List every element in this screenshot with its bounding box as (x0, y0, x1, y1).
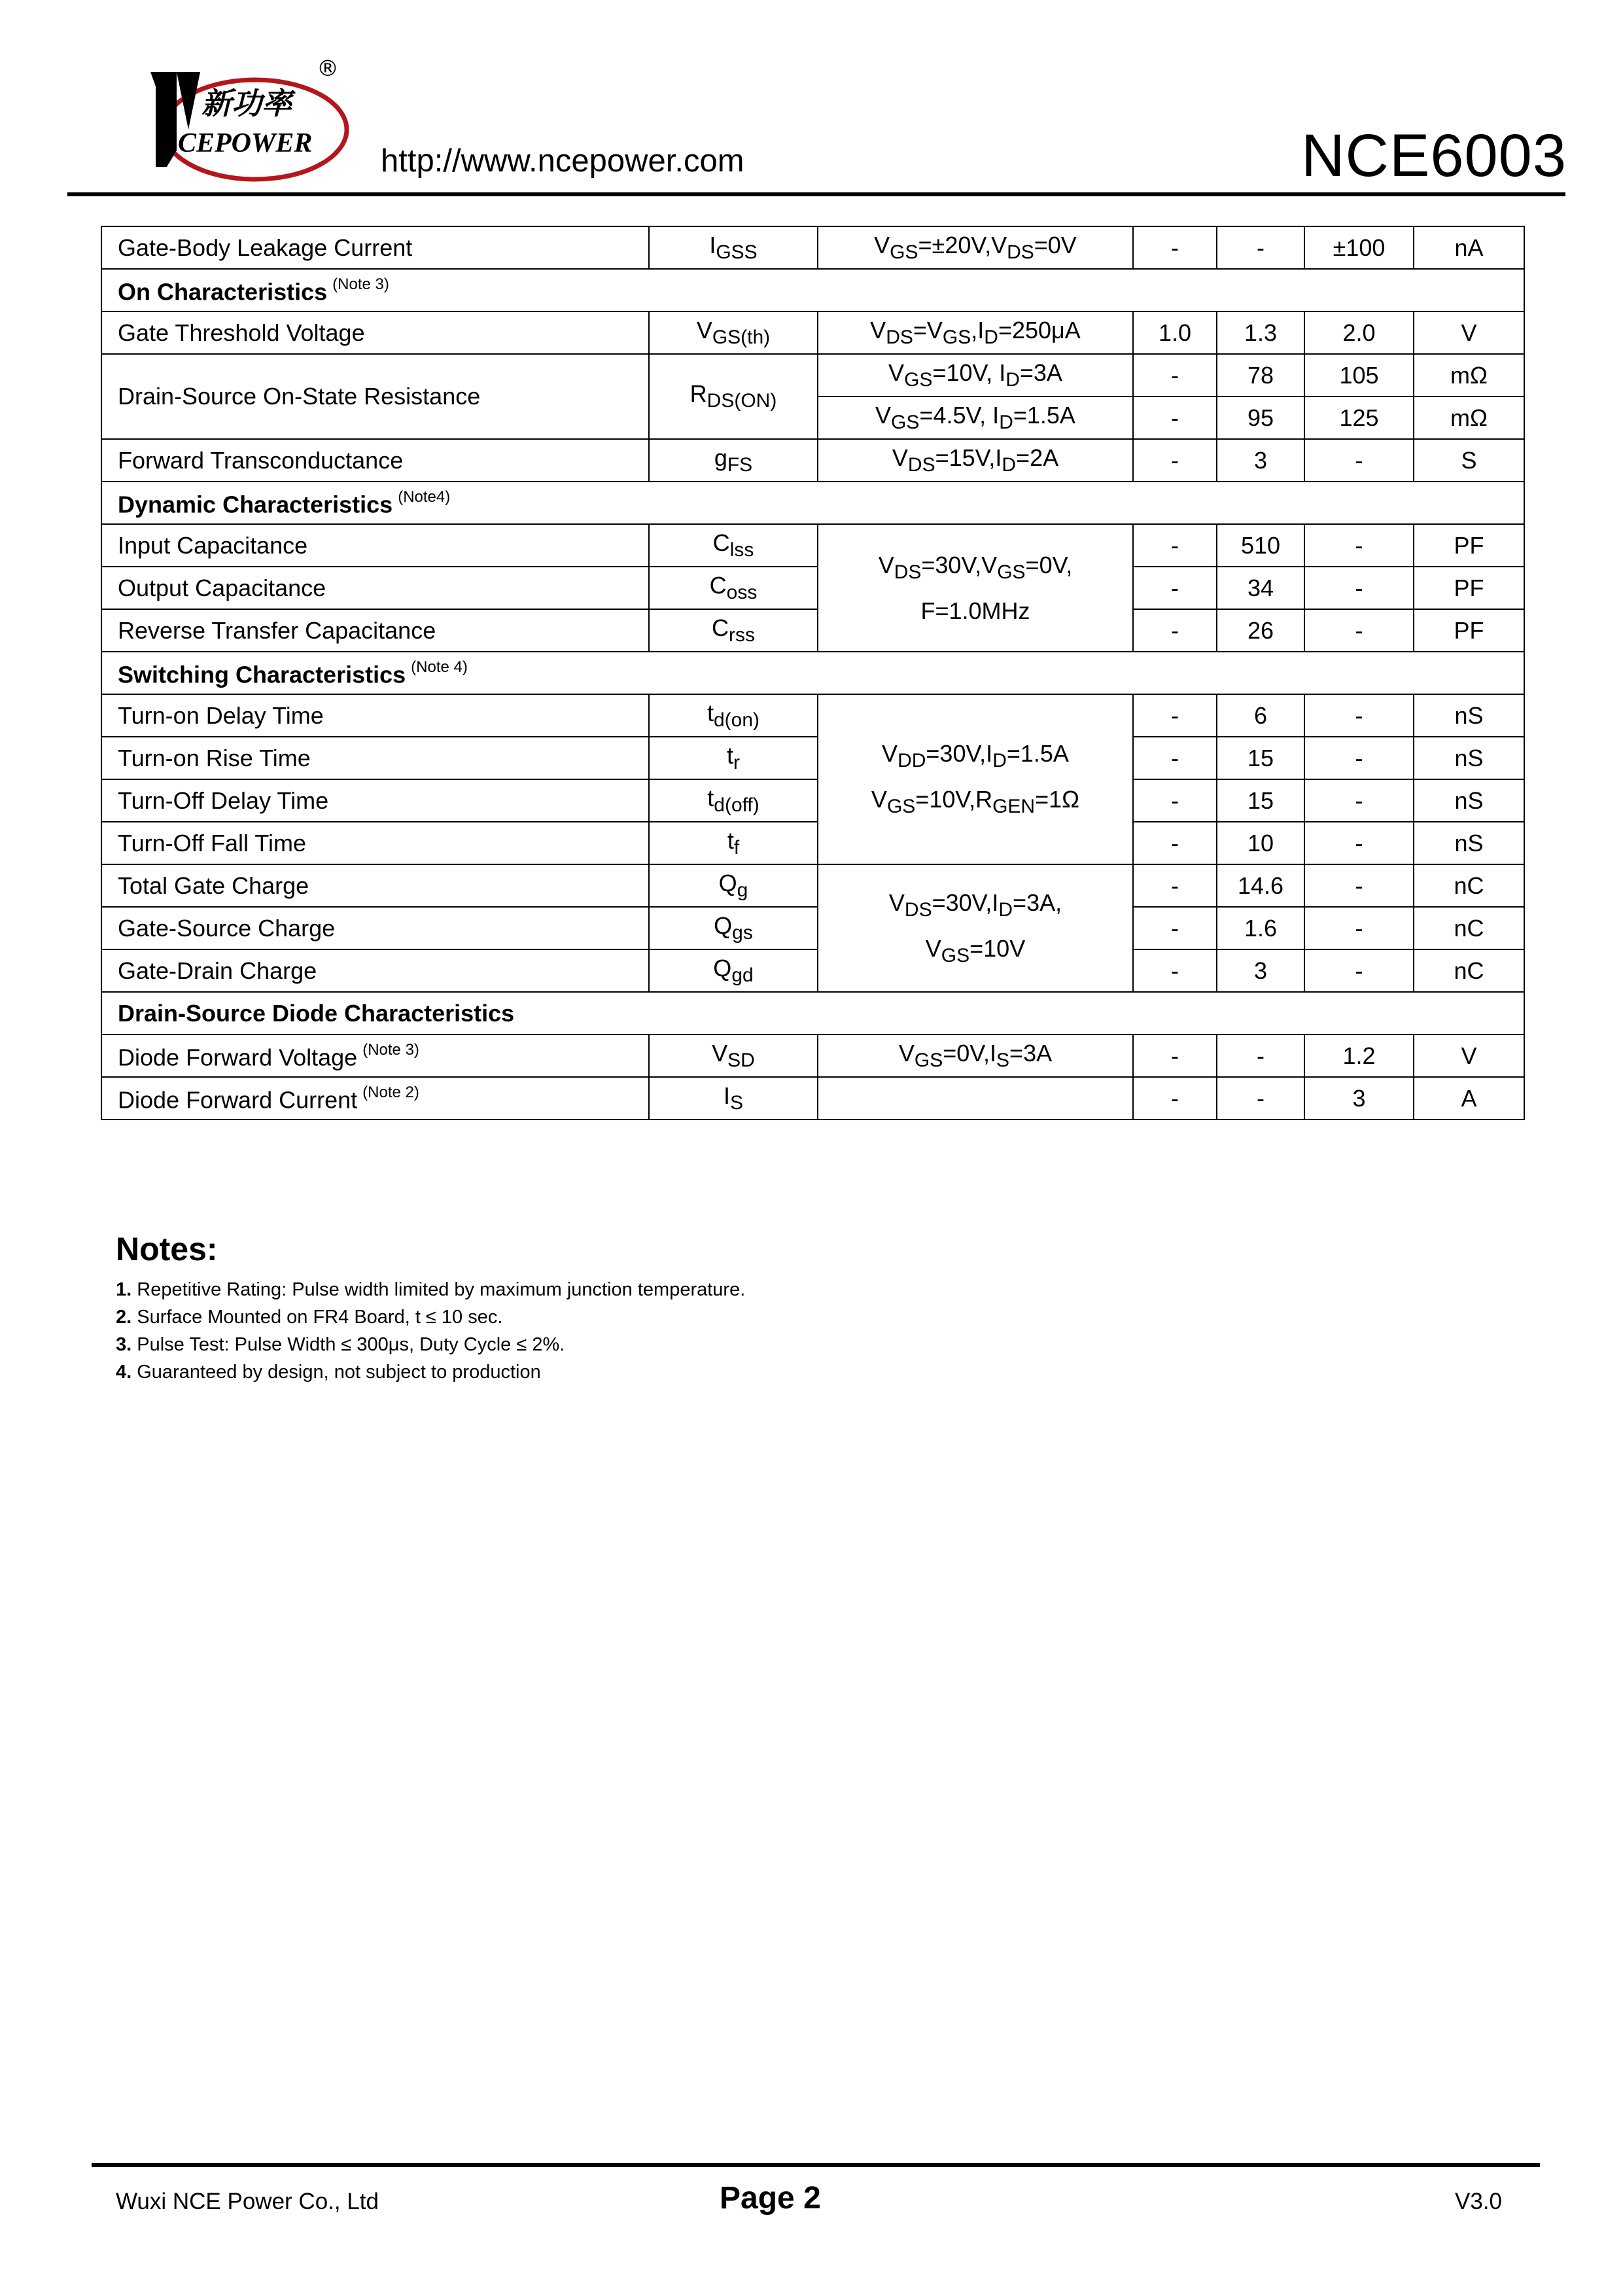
symbol-cell: $R_{DS(ON)}$ (649, 354, 818, 439)
typ-cell: 3 (1217, 439, 1304, 482)
min-cell: - (1133, 864, 1217, 907)
min-cell: - (1133, 694, 1217, 737)
section-header-switching: Switching Characteristics $^{(Note 4)}$ (101, 652, 1524, 694)
table-row (101, 524, 1524, 567)
table-row (101, 864, 1524, 907)
param-cell: Total Gate Charge (101, 864, 649, 907)
typ-cell: 3 (1217, 949, 1304, 992)
min-cell: - (1133, 226, 1217, 269)
typ-cell: 6 (1217, 694, 1304, 737)
symbol-cell: $I_S$ (649, 1077, 818, 1120)
min-cell: - (1133, 1034, 1217, 1077)
footer-rule (92, 2163, 1540, 2167)
symbol-cell: $t_f$ (649, 822, 818, 864)
table-row (101, 1077, 1524, 1120)
condition-cell: $V_{DS}=30V,I_D=3A$, $V_{GS}=10V$ (818, 864, 1133, 992)
min-cell: - (1133, 524, 1217, 567)
symbol-cell: $V_{SD}$ (649, 1034, 818, 1077)
condition-cell: $V_{DS}=15V,I_D=2A$ (818, 439, 1133, 482)
min-cell: - (1133, 949, 1217, 992)
condition-cell: $V_{GS}=4.5V$, $I_D=1.5A$ (818, 397, 1133, 439)
min-cell: - (1133, 397, 1217, 439)
condition-cell: $V_{DD}=30V,I_D=1.5A$ $V_{GS}=10V,R_{GEN}=1\Omega$ (818, 694, 1133, 864)
unit-cell: PF (1414, 609, 1524, 652)
section-row (101, 652, 1524, 694)
min-cell: - (1133, 907, 1217, 949)
max-cell: - (1304, 907, 1414, 949)
unit-cell: mΩ (1414, 354, 1524, 397)
max-cell: - (1304, 822, 1414, 864)
table-row (101, 567, 1524, 609)
table-row (101, 354, 1524, 397)
max-cell: - (1304, 864, 1414, 907)
param-cell: Turn-Off Fall Time (101, 822, 649, 864)
section-row (101, 482, 1524, 524)
typ-cell: - (1217, 1034, 1304, 1077)
unit-cell: PF (1414, 567, 1524, 609)
max-cell: - (1304, 609, 1414, 652)
min-cell: - (1133, 779, 1217, 822)
condition-cell: $V_{GS}=0V,I_S=3A$ (818, 1034, 1133, 1077)
condition-cell (818, 1077, 1133, 1120)
unit-cell: nS (1414, 694, 1524, 737)
min-cell: - (1133, 439, 1217, 482)
company-name: Wuxi NCE Power Co., Ltd (116, 2189, 379, 2214)
page-number: 2 (803, 2181, 821, 2216)
symbol-cell: $t_{d(off)}$ (649, 779, 818, 822)
max-cell: - (1304, 737, 1414, 779)
typ-cell: 26 (1217, 609, 1304, 652)
min-cell: - (1133, 737, 1217, 779)
max-cell: - (1304, 567, 1414, 609)
document-version: V3.0 (1455, 2189, 1502, 2214)
page-indicator: Page 2 (720, 2181, 821, 2216)
company-logo (137, 52, 353, 190)
unit-cell: nA (1414, 226, 1524, 269)
symbol-cell: $Q_g$ (649, 864, 818, 907)
param-cell: Diode Forward Current $^{(Note 2)}$ (101, 1077, 649, 1120)
symbol-cell: $t_{d(on)}$ (649, 694, 818, 737)
notes-title: Notes: (116, 1231, 218, 1267)
min-cell: - (1133, 822, 1217, 864)
param-cell: Turn-on Delay Time (101, 694, 649, 737)
note-item: 3. Pulse Test: Pulse Width ≤ 300μs, Duty Cycle ≤ 2%. (116, 1334, 565, 1355)
typ-cell: 1.3 (1217, 311, 1304, 354)
max-cell: ±100 (1304, 226, 1414, 269)
section-row (101, 269, 1524, 311)
table-row (101, 822, 1524, 864)
typ-cell: 78 (1217, 354, 1304, 397)
condition-cell: $V_{DS}=V_{GS},I_D=250\mu A$ (818, 311, 1133, 354)
symbol-cell: $C_{lss}$ (649, 524, 818, 567)
unit-cell: nC (1414, 864, 1524, 907)
param-cell: Turn-on Rise Time (101, 737, 649, 779)
max-cell: 125 (1304, 397, 1414, 439)
table-row (101, 907, 1524, 949)
typ-cell: 510 (1217, 524, 1304, 567)
logo-text: CEPOWER (178, 128, 313, 158)
table-row (101, 1034, 1524, 1077)
param-cell: Forward Transconductance (101, 439, 649, 482)
table-row (101, 779, 1524, 822)
max-cell: - (1304, 524, 1414, 567)
table-row (101, 737, 1524, 779)
param-cell: Output Capacitance (101, 567, 649, 609)
unit-cell: A (1414, 1077, 1524, 1120)
header-rule (67, 192, 1565, 196)
max-cell: - (1304, 779, 1414, 822)
section-header-on: On Characteristics $^{(Note 3)}$ (101, 269, 1524, 311)
min-cell: - (1133, 567, 1217, 609)
max-cell: 105 (1304, 354, 1414, 397)
unit-cell: S (1414, 439, 1524, 482)
param-cell: Input Capacitance (101, 524, 649, 567)
table-row (101, 949, 1524, 992)
min-cell: - (1133, 609, 1217, 652)
note-item: 1. Repetitive Rating: Pulse width limited by maximum junction temperature. (116, 1279, 746, 1300)
typ-cell: 14.6 (1217, 864, 1304, 907)
table-row (101, 609, 1524, 652)
condition-cell: $V_{GS}=\pm 20V,V_{DS}=0V$ (818, 226, 1133, 269)
param-cell: Gate-Source Charge (101, 907, 649, 949)
typ-cell: 15 (1217, 737, 1304, 779)
min-cell: - (1133, 1077, 1217, 1120)
website-url[interactable]: http://www.ncepower.com (381, 143, 744, 179)
notes-section (116, 1230, 745, 1386)
unit-cell: PF (1414, 524, 1524, 567)
unit-cell: nS (1414, 737, 1524, 779)
note-item: 2. Surface Mounted on FR4 Board, t ≤ 10 sec. (116, 1307, 503, 1328)
typ-cell: 10 (1217, 822, 1304, 864)
max-cell: - (1304, 439, 1414, 482)
typ-cell: 95 (1217, 397, 1304, 439)
symbol-cell: $Q_{gs}$ (649, 907, 818, 949)
param-cell: Turn-Off Delay Time (101, 779, 649, 822)
table-row (101, 439, 1524, 482)
param-cell: Diode Forward Voltage $^{(Note 3)}$ (101, 1034, 649, 1077)
typ-cell: 34 (1217, 567, 1304, 609)
typ-cell: - (1217, 1077, 1304, 1120)
condition-cell: $V_{DS}=30V,V_{GS}=0V$, F=1.0MHz (818, 524, 1133, 652)
typ-cell: 15 (1217, 779, 1304, 822)
table-row (101, 226, 1524, 269)
table-row (101, 694, 1524, 737)
note-item: 4. Guaranteed by design, not subject to production (116, 1362, 541, 1383)
unit-cell: nC (1414, 907, 1524, 949)
max-cell: - (1304, 694, 1414, 737)
param-cell: Drain-Source On-State Resistance (101, 354, 649, 439)
param-cell: Gate-Body Leakage Current (101, 226, 649, 269)
param-cell: Gate-Drain Charge (101, 949, 649, 992)
logo-chinese-text: 新功率 (201, 86, 292, 121)
max-cell: - (1304, 949, 1414, 992)
section-row (101, 992, 1524, 1034)
unit-cell: nS (1414, 822, 1524, 864)
section-header-dynamic: Dynamic Characteristics $^{(Note4)}$ (101, 482, 1524, 524)
unit-cell: mΩ (1414, 397, 1524, 439)
unit-cell: V (1414, 1034, 1524, 1077)
unit-cell: nC (1414, 949, 1524, 992)
symbol-cell: $V_{GS(th)}$ (649, 311, 818, 354)
param-cell: Reverse Transfer Capacitance (101, 609, 649, 652)
symbol-cell: $t_r$ (649, 737, 818, 779)
unit-cell: V (1414, 311, 1524, 354)
max-cell: 2.0 (1304, 311, 1414, 354)
symbol-cell: $I_{GSS}$ (649, 226, 818, 269)
symbol-cell: $C_{oss}$ (649, 567, 818, 609)
param-cell: Gate Threshold Voltage (101, 311, 649, 354)
electrical-characteristics-table (101, 226, 1525, 1120)
min-cell: 1.0 (1133, 311, 1217, 354)
min-cell: - (1133, 354, 1217, 397)
unit-cell: nS (1414, 779, 1524, 822)
section-header-diode: Drain-Source Diode Characteristics (101, 992, 1524, 1034)
table-row (101, 311, 1524, 354)
symbol-cell: $g_{FS}$ (649, 439, 818, 482)
part-number-title: NCE6003 (1301, 122, 1567, 189)
max-cell: 1.2 (1304, 1034, 1414, 1077)
symbol-cell: $C_{rss}$ (649, 609, 818, 652)
typ-cell: 1.6 (1217, 907, 1304, 949)
condition-cell: $V_{GS}=10V$, $I_D=3A$ (818, 354, 1133, 397)
registered-mark: ® (317, 56, 339, 82)
typ-cell: - (1217, 226, 1304, 269)
max-cell: 3 (1304, 1077, 1414, 1120)
symbol-cell: $Q_{gd}$ (649, 949, 818, 992)
